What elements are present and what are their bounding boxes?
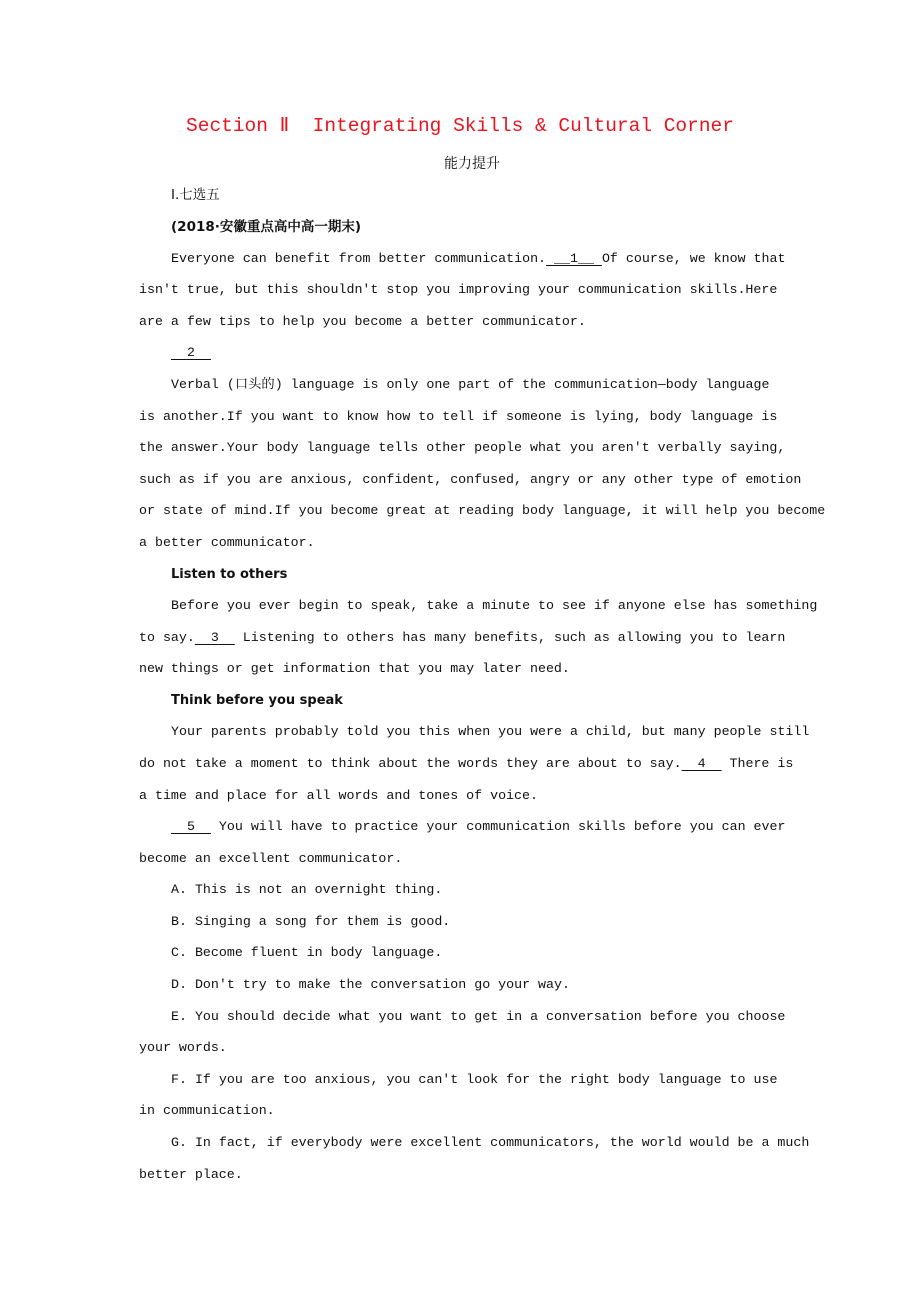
option-b: B. Singing a song for them is good. bbox=[171, 914, 451, 929]
text-line: a better communicator. bbox=[139, 535, 315, 550]
text-line: isn't true, but this shouldn't stop you improving your communication skills.Here bbox=[139, 282, 778, 297]
text-line bbox=[171, 818, 785, 836]
text-line bbox=[139, 629, 785, 647]
option-c: C. Become fluent in body language. bbox=[171, 945, 443, 960]
text-line: new things or get information that you may later need. bbox=[139, 661, 570, 676]
blank-2: 2 bbox=[186, 345, 195, 360]
option-e-cont: your words. bbox=[139, 1040, 227, 1055]
source-label: (2018·安徽重点高中高一期末) bbox=[171, 219, 362, 235]
text: to say. bbox=[139, 630, 195, 645]
text: Everyone can benefit from better communication. bbox=[171, 251, 547, 266]
option-f: F. If you are too anxious, you can't look for the right body language to use bbox=[171, 1072, 778, 1087]
heading-think: Think before you speak bbox=[171, 693, 343, 708]
text-line: or state of mind.If you become great at reading body language, it will help you become bbox=[139, 503, 826, 518]
text-line bbox=[171, 250, 785, 268]
text: There is bbox=[729, 756, 794, 771]
option-g: G. In fact, if everybody were excellent communicators, the world would be a much bbox=[171, 1135, 810, 1150]
blank-5: 5 bbox=[186, 819, 195, 834]
text: do not take a moment to think about the words they are about to say. bbox=[139, 756, 682, 771]
heading-listen: Listen to others bbox=[171, 567, 288, 582]
option-g-cont: better place. bbox=[139, 1167, 243, 1182]
text: You will have to practice your communication skills before you can ever bbox=[218, 819, 786, 834]
blank-1: __1__ bbox=[546, 251, 602, 266]
text-line: are a few tips to help you become a better communicator. bbox=[139, 314, 586, 329]
blank-3: 3 bbox=[210, 630, 219, 645]
option-e: E. You should decide what you want to get in a conversation before you choose bbox=[171, 1009, 786, 1024]
text-line: Verbal (口头的) language is only one part of the communication—body language bbox=[171, 377, 770, 392]
page-title: Section Ⅱ Integrating Skills & Cultural Corner bbox=[186, 115, 734, 137]
option-a: A. This is not an overnight thing. bbox=[171, 882, 443, 897]
text-line: is another.If you want to know how to tell if someone is lying, body language is bbox=[139, 409, 778, 424]
text-line bbox=[139, 755, 793, 773]
text-line: the answer.Your body language tells other people what you aren't verbally saying, bbox=[139, 440, 786, 455]
text: Listening to others has many benefits, such as allowing you to learn bbox=[242, 630, 786, 645]
text-line: Your parents probably told you this when you were a child, but many people still bbox=[171, 724, 810, 739]
text-line: a time and place for all words and tones of voice. bbox=[139, 788, 538, 803]
blank-4: 4 bbox=[697, 756, 706, 771]
text-line: Before you ever begin to speak, take a minute to see if anyone else has something bbox=[171, 598, 818, 613]
text: Of course, we know that bbox=[601, 251, 786, 266]
subtitle: 能力提升 bbox=[444, 156, 500, 172]
option-d: D. Don't try to make the conversation go your way. bbox=[171, 977, 570, 992]
section-label: Ⅰ.七选五 bbox=[171, 187, 220, 203]
text-line: such as if you are anxious, confident, confused, angry or any other type of emotion bbox=[139, 472, 802, 487]
text-line: become an excellent communicator. bbox=[139, 851, 403, 866]
option-f-cont: in communication. bbox=[139, 1103, 275, 1118]
